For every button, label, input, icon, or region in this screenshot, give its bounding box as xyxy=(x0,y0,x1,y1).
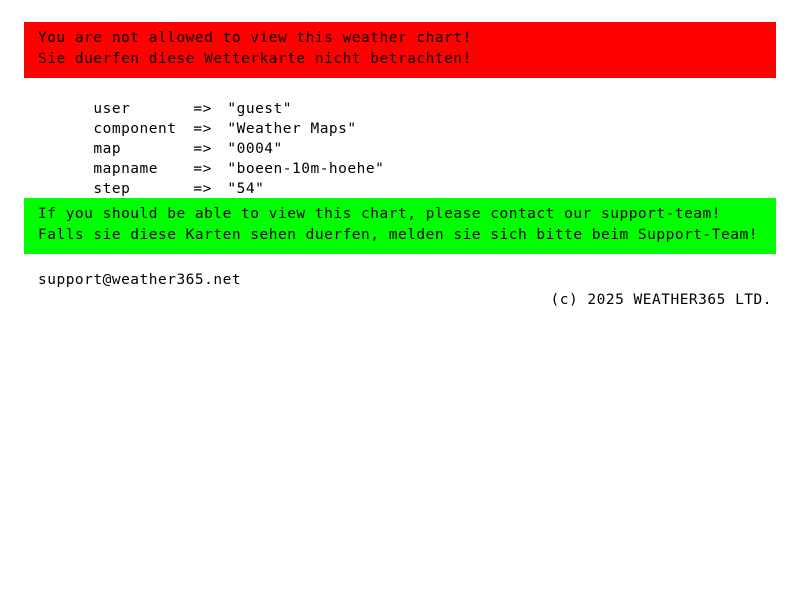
parameter-key: mapname xyxy=(93,161,158,177)
info-banner xyxy=(24,198,776,254)
parameter-value: "0004" xyxy=(227,141,283,157)
error-banner-line-de: Sie duerfen diese Wetterkarte nicht betrachten! xyxy=(38,51,472,67)
parameter-key: step xyxy=(93,181,131,197)
parameter-value: "54" xyxy=(227,181,265,197)
error-banner-line-en: You are not allowed to view this weather chart! xyxy=(38,30,472,46)
parameter-value: "guest" xyxy=(227,101,292,117)
error-banner xyxy=(24,22,776,78)
info-banner-line-en: If you should be able to view this chart, please contact our support-team! xyxy=(38,206,722,222)
parameter-arrow: => xyxy=(193,101,212,117)
parameter-key: component xyxy=(93,121,177,137)
parameter-row-user xyxy=(38,79,384,117)
parameter-arrow: => xyxy=(193,161,212,177)
support-email-link[interactable]: support@weather365.net xyxy=(38,272,242,288)
parameter-value: "Weather Maps" xyxy=(227,121,357,137)
parameter-arrow: => xyxy=(193,181,212,197)
info-banner-line-de: Falls sie diese Karten sehen duerfen, melden sie sich bitte beim Support-Team! xyxy=(38,227,758,243)
footer xyxy=(38,250,772,330)
parameter-list xyxy=(38,79,385,197)
parameter-arrow: => xyxy=(193,141,212,157)
copyright-text: (c) 2025 WEATHER365 LTD. xyxy=(550,292,772,308)
parameter-arrow: => xyxy=(193,121,212,137)
parameter-key: map xyxy=(93,141,122,157)
parameter-key: user xyxy=(93,101,131,117)
parameter-value: "boeen-10m-hoehe" xyxy=(227,161,385,177)
